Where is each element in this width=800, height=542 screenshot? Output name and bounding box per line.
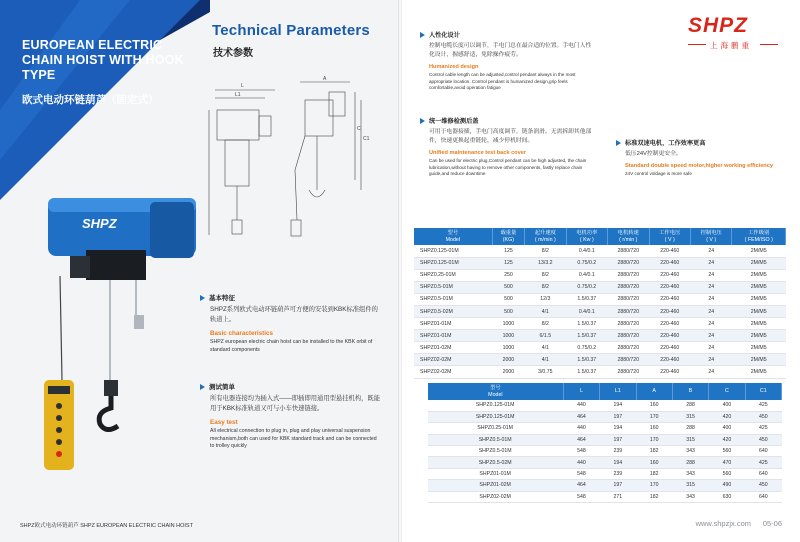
table-cell: 500: [492, 305, 524, 317]
table-cell: SHPZ0.5-01M: [428, 446, 563, 457]
feature-en-body: SHPZ european electric chain hoist can be installed to the KBK orbit of standard components: [210, 339, 373, 353]
table-cell: 170: [636, 411, 672, 422]
svg-text:C: C: [357, 126, 361, 132]
table-cell: 450: [745, 411, 781, 422]
table-cell: 24: [690, 257, 731, 269]
column-header-line: ( r/min ): [619, 236, 638, 243]
column-header-line: 工作级别: [748, 230, 770, 236]
table-cell: 343: [672, 446, 708, 457]
table-cell: 560: [709, 446, 745, 457]
table-cell: 315: [672, 480, 708, 491]
column-header-line: 载重量: [500, 230, 517, 236]
table-cell: 170: [636, 434, 672, 445]
table-cell: 425: [745, 423, 781, 434]
product-subtitle-cn: 欧式电动环链葫芦（固定式）: [22, 94, 159, 106]
svg-text:L: L: [241, 83, 244, 89]
table-cell: 1.5/0.37: [566, 366, 607, 378]
table-cell: 2M/M5: [732, 269, 786, 281]
table-cell: 1000: [492, 342, 524, 354]
table-cell: 425: [745, 400, 781, 411]
table-cell: 220-460: [649, 354, 690, 366]
table-cell: 548: [563, 468, 599, 479]
table-cell: 24: [690, 330, 731, 342]
table-cell: 440: [563, 400, 599, 411]
table-cell: 6/1.5: [525, 330, 566, 342]
dimension-row: [428, 468, 782, 479]
table-cell: 2M/M5: [732, 318, 786, 330]
table-cell: 197: [600, 480, 636, 491]
table-cell: 2880/720: [608, 257, 649, 269]
column-header-line: ( V ): [706, 236, 717, 243]
table-cell: SHPZ0.125-01M: [414, 257, 492, 269]
table-cell: 220-460: [649, 305, 690, 317]
column-header-line: C1: [759, 388, 767, 395]
dimension-table: [428, 383, 782, 503]
table-cell: SHPZ01-02M: [414, 342, 492, 354]
table-cell: 220-460: [649, 342, 690, 354]
column-header-line: Model: [488, 391, 503, 398]
table-cell: 271: [600, 491, 636, 502]
table-cell: 8/2: [525, 318, 566, 330]
table-cell: 125: [492, 257, 524, 269]
table-cell: 343: [672, 468, 708, 479]
table-cell: 2M/M5: [732, 293, 786, 305]
table-cell: 1.5/0.37: [566, 318, 607, 330]
table-cell: 2880/720: [608, 305, 649, 317]
table-cell: 0.4/0.1: [566, 305, 607, 317]
table-cell: 24: [690, 269, 731, 281]
table-cell: 2M/M5: [732, 305, 786, 317]
spec-row: [414, 245, 786, 257]
table-cell: 400: [709, 423, 745, 434]
table-cell: 239: [600, 468, 636, 479]
table-cell: 0.75/0.2: [566, 281, 607, 293]
table-cell: 2M/M5: [732, 330, 786, 342]
feature-en-body: All electrical connection to plug in, plug and play universal suspension mechanism,both can used for KBK standard track and can be connected to trolley quickly: [210, 428, 377, 449]
column-header-line: A: [652, 388, 656, 395]
spec-row: [414, 305, 786, 317]
table-cell: 640: [745, 468, 781, 479]
table-cell: 2880/720: [608, 269, 649, 281]
footer-right: [686, 519, 782, 528]
table-cell: 4/1: [525, 305, 566, 317]
feature-cn-body: 低压24V控制更安全。: [625, 151, 682, 157]
table-cell: 1000: [492, 330, 524, 342]
table-cell: 288: [672, 400, 708, 411]
table-cell: 2880/720: [608, 281, 649, 293]
table-cell: 288: [672, 457, 708, 468]
table-cell: 8/2: [525, 269, 566, 281]
column-header: [563, 383, 599, 400]
table-cell: 0.4/0.1: [566, 245, 607, 257]
column-header-line: 型号: [447, 230, 459, 236]
footer-page: 05-06: [762, 519, 782, 528]
table-cell: 2000: [492, 366, 524, 378]
table-cell: 220-460: [649, 366, 690, 378]
table-cell: 440: [563, 423, 599, 434]
table-cell: 220-460: [649, 330, 690, 342]
svg-text:C1: C1: [363, 136, 370, 142]
arrow-bullet-icon: [200, 384, 205, 390]
table-cell: 500: [492, 293, 524, 305]
dimension-drawing: [205, 70, 395, 245]
table-cell: 24: [690, 305, 731, 317]
feature-basic: [200, 293, 380, 354]
table-cell: 420: [709, 411, 745, 422]
table-cell: 12/3: [525, 293, 566, 305]
table-cell: 182: [636, 446, 672, 457]
feature-cn-head: 基本特征: [209, 295, 235, 302]
table-cell: SHPZ0.125-01M: [428, 400, 563, 411]
table-cell: 2880/720: [608, 366, 649, 378]
dimension-row: [428, 446, 782, 457]
dimension-row: [428, 411, 782, 422]
table-cell: 182: [636, 491, 672, 502]
table-cell: 425: [745, 457, 781, 468]
table-cell: 450: [745, 434, 781, 445]
table-cell: SHPZ0.5-01M: [414, 281, 492, 293]
table-cell: SHPZ0.125-01M: [414, 245, 492, 257]
feature-maintenance: [420, 116, 595, 178]
dimension-table-header: [428, 383, 782, 400]
feature-cn-head: 统一维修检测后盖: [429, 118, 479, 125]
feature-cn-head: 测试简单: [209, 384, 235, 391]
table-cell: 0.75/0.2: [566, 257, 607, 269]
column-header: [732, 228, 786, 245]
table-cell: SHPZ01-02M: [428, 480, 563, 491]
feature-cn-body: 所有电器连接均为插入式——即插即用通用型悬挂机构，既能用于KBK标准轨道又可与小车快速链接。: [210, 395, 381, 412]
column-header-line: 型号: [490, 385, 501, 391]
column-header: [428, 383, 563, 400]
table-cell: 400: [709, 400, 745, 411]
column-header: [649, 228, 690, 245]
right-page: [400, 0, 800, 542]
feature-cn-head: 标准双速电机，工作效率更高: [625, 140, 706, 147]
svg-text:L1: L1: [235, 92, 241, 98]
arrow-bullet-icon: [616, 140, 621, 146]
spec-table-header: [414, 228, 786, 245]
table-cell: 288: [672, 423, 708, 434]
table-cell: 1.5/0.37: [566, 293, 607, 305]
table-cell: 1.5/0.37: [566, 330, 607, 342]
column-header-line: C: [724, 388, 729, 395]
table-cell: 24: [690, 366, 731, 378]
table-cell: SHPZ01-01M: [414, 330, 492, 342]
table-cell: 2880/720: [608, 330, 649, 342]
column-header: [492, 228, 524, 245]
feature-cn-body: 控制电缆长度可以调节，手电门总在最合适的位置。手电门人性化设计，握感舒适，免除操作疲劳。: [429, 43, 592, 58]
column-header: [525, 228, 566, 245]
table-cell: 1.5/0.37: [566, 354, 607, 366]
table-cell: SHPZ01-01M: [414, 318, 492, 330]
table-cell: 194: [600, 423, 636, 434]
section-title: Technical Parameters: [212, 22, 370, 39]
table-cell: 8/2: [525, 245, 566, 257]
table-cell: 464: [563, 434, 599, 445]
table-cell: 4/1: [525, 342, 566, 354]
arrow-bullet-icon: [200, 295, 205, 301]
table-cell: SHPZ0.25-01M: [414, 269, 492, 281]
table-cell: SHPZ0.5-02M: [428, 457, 563, 468]
table-cell: SHPZ0.5-01M: [414, 293, 492, 305]
arrow-bullet-icon: [420, 118, 425, 124]
dimension-row: [428, 457, 782, 468]
table-cell: 315: [672, 411, 708, 422]
column-header: [600, 383, 636, 400]
table-cell: 560: [709, 468, 745, 479]
table-cell: 470: [709, 457, 745, 468]
column-header-line: 工作电压: [659, 230, 681, 236]
table-cell: 490: [709, 480, 745, 491]
column-header: [745, 383, 781, 400]
column-header: [672, 383, 708, 400]
table-cell: 8/2: [525, 281, 566, 293]
feature-en-head: Unified maintenance test back cover: [429, 150, 526, 156]
table-cell: 125: [492, 245, 524, 257]
column-header-line: ( FEM/ISO ): [744, 236, 773, 243]
table-cell: 2880/720: [608, 318, 649, 330]
spec-table-body: [414, 245, 786, 378]
spec-row: [414, 354, 786, 366]
table-cell: 2M/M5: [732, 281, 786, 293]
feature-en-head: Humanized design: [429, 64, 479, 70]
column-header-line: 电机功率: [576, 230, 598, 236]
logo-rule-left: [688, 44, 706, 45]
spec-row: [414, 342, 786, 354]
table-cell: 0.4/0.1: [566, 269, 607, 281]
table-cell: 548: [563, 446, 599, 457]
dimension-row: [428, 434, 782, 445]
table-cell: 1000: [492, 318, 524, 330]
table-cell: 2M/M5: [732, 245, 786, 257]
spec-row: [414, 293, 786, 305]
column-header: [566, 228, 607, 245]
table-cell: SHPZ02-02M: [428, 491, 563, 502]
table-cell: 239: [600, 446, 636, 457]
table-cell: 220-460: [649, 269, 690, 281]
table-cell: 220-460: [649, 257, 690, 269]
column-header-line: Model: [445, 236, 461, 243]
column-header: [690, 228, 731, 245]
feature-cn-head: 人性化设计: [429, 32, 460, 39]
table-cell: 194: [600, 400, 636, 411]
column-header-line: 控制电压: [700, 230, 722, 236]
spec-row: [414, 269, 786, 281]
table-cell: 170: [636, 480, 672, 491]
footer-left: SHPZ欧式电动环链葫芦 SHPZ EUROPEAN ELECTRIC CHAIN HOIST: [20, 523, 193, 529]
table-cell: 464: [563, 480, 599, 491]
column-header-line: B: [688, 388, 693, 395]
brand-logo: [680, 14, 780, 50]
footer-url[interactable]: www.shpzjx.com: [695, 519, 751, 528]
column-header: [636, 383, 672, 400]
table-cell: 500: [492, 281, 524, 293]
feature-easy-test: [200, 382, 380, 451]
table-cell: 548: [563, 491, 599, 502]
column-header-line: ( m/min ): [534, 236, 556, 243]
table-cell: SHPZ02-02M: [414, 366, 492, 378]
section-subtitle: 技术参数: [213, 48, 253, 59]
spec-row: [414, 281, 786, 293]
table-cell: 3/0.75: [525, 366, 566, 378]
table-cell: 4/1: [525, 354, 566, 366]
table-cell: 450: [745, 480, 781, 491]
table-cell: SHPZ0.25-01M: [428, 423, 563, 434]
logo-text: SHPZ: [688, 14, 749, 37]
table-cell: 250: [492, 269, 524, 281]
column-header-line: ( V ): [664, 236, 675, 243]
feature-humanized: [420, 30, 595, 92]
table-cell: 2880/720: [608, 245, 649, 257]
table-cell: 24: [690, 318, 731, 330]
table-cell: 197: [600, 434, 636, 445]
table-cell: 343: [672, 491, 708, 502]
table-cell: SHPZ0.5-01M: [428, 434, 563, 445]
table-cell: 640: [745, 446, 781, 457]
svg-text:A: A: [323, 76, 327, 82]
table-cell: 13/3.2: [525, 257, 566, 269]
spec-row: [414, 366, 786, 378]
column-header-line: ( Kw ): [579, 236, 594, 243]
feature-cn-body: SHPZ系列欧式电动环链葫芦可方便的安装到KBK标准组件的轨道上。: [210, 306, 378, 323]
table-cell: 420: [709, 434, 745, 445]
column-header-line: 起升速度: [534, 230, 556, 236]
spec-row: [414, 330, 786, 342]
feature-en-head: Standard double speed motor,higher working efficiency: [625, 163, 773, 169]
table-cell: 24: [690, 281, 731, 293]
product-title: EUROPEAN ELECTRIC CHAIN HOIST WITH HOOK TYPE: [22, 38, 184, 82]
column-header: [608, 228, 649, 245]
table-cell: 630: [709, 491, 745, 502]
dimension-row: [428, 400, 782, 411]
table-cell: 640: [745, 491, 781, 502]
table-cell: 160: [636, 457, 672, 468]
spec-row: [414, 318, 786, 330]
table-cell: 24: [690, 245, 731, 257]
feature-en-body: Control cable length can be adjusted,control pendant always in the most appropriate location. Control pendant is humanized design,grip feels comfortable,avoid operation fatigue: [429, 72, 576, 90]
page-spine: [398, 0, 402, 542]
dimension-row: [428, 423, 782, 434]
table-cell: SHPZ0.125-01M: [428, 411, 563, 422]
table-cell: 24: [690, 354, 731, 366]
hoist-brand-label: SHPZ: [82, 216, 117, 231]
feature-en-body: 24V control voldage is more safe: [625, 171, 692, 176]
column-header-line: L: [579, 388, 583, 395]
table-cell: 2880/720: [608, 293, 649, 305]
feature-en-head: Easy test: [210, 419, 238, 426]
table-cell: 160: [636, 423, 672, 434]
feature-en-head: Basic characteristics: [210, 330, 274, 337]
table-cell: 2M/M5: [732, 366, 786, 378]
table-cell: 197: [600, 411, 636, 422]
column-header-line: (KG): [502, 236, 514, 243]
column-header: [709, 383, 745, 400]
dimension-row: [428, 491, 782, 502]
table-cell: 464: [563, 411, 599, 422]
spec-row: [414, 257, 786, 269]
table-cell: 315: [672, 434, 708, 445]
column-header-line: L1: [614, 388, 621, 395]
table-cell: 220-460: [649, 318, 690, 330]
dimension-table-body: [428, 400, 782, 503]
table-cell: 160: [636, 400, 672, 411]
table-cell: 2M/M5: [732, 354, 786, 366]
table-cell: 194: [600, 457, 636, 468]
column-header-line: 电机转速: [617, 230, 639, 236]
table-cell: 0.75/0.2: [566, 342, 607, 354]
table-cell: 2M/M5: [732, 257, 786, 269]
table-cell: SHPZ0.5-02M: [414, 305, 492, 317]
logo-cn: 上海鹏重: [710, 41, 752, 50]
table-cell: 2880/720: [608, 342, 649, 354]
hoist-illustration: [40, 180, 200, 500]
table-cell: 220-460: [649, 281, 690, 293]
logo-rule-right: [760, 44, 778, 45]
feature-en-body: Can be used for electric plug,Control pendant can be high adjusted, the chain lubrication,without having to remove other components, fastly replace chain guide,and reduce downtime: [429, 158, 587, 176]
feature-cn-body: 可用于电器接插，手电门高度调节，链条润滑。无需拆卸其他部件，快速更换起重链轮，减少停机时间。: [429, 129, 592, 144]
column-header: [414, 228, 492, 245]
table-cell: 2880/720: [608, 354, 649, 366]
table-cell: 182: [636, 468, 672, 479]
table-cell: 440: [563, 457, 599, 468]
table-cell: 24: [690, 293, 731, 305]
table-cell: 220-460: [649, 293, 690, 305]
feature-double-speed: [616, 138, 791, 178]
table-cell: 2M/M5: [732, 342, 786, 354]
table-cell: 220-460: [649, 245, 690, 257]
table-cell: SHPZ02-02M: [414, 354, 492, 366]
dimension-row: [428, 480, 782, 491]
table-cell: SHPZ01-01M: [428, 468, 563, 479]
table-cell: 24: [690, 342, 731, 354]
table-cell: 2000: [492, 354, 524, 366]
arrow-bullet-icon: [420, 32, 425, 38]
spec-table: [414, 228, 786, 379]
